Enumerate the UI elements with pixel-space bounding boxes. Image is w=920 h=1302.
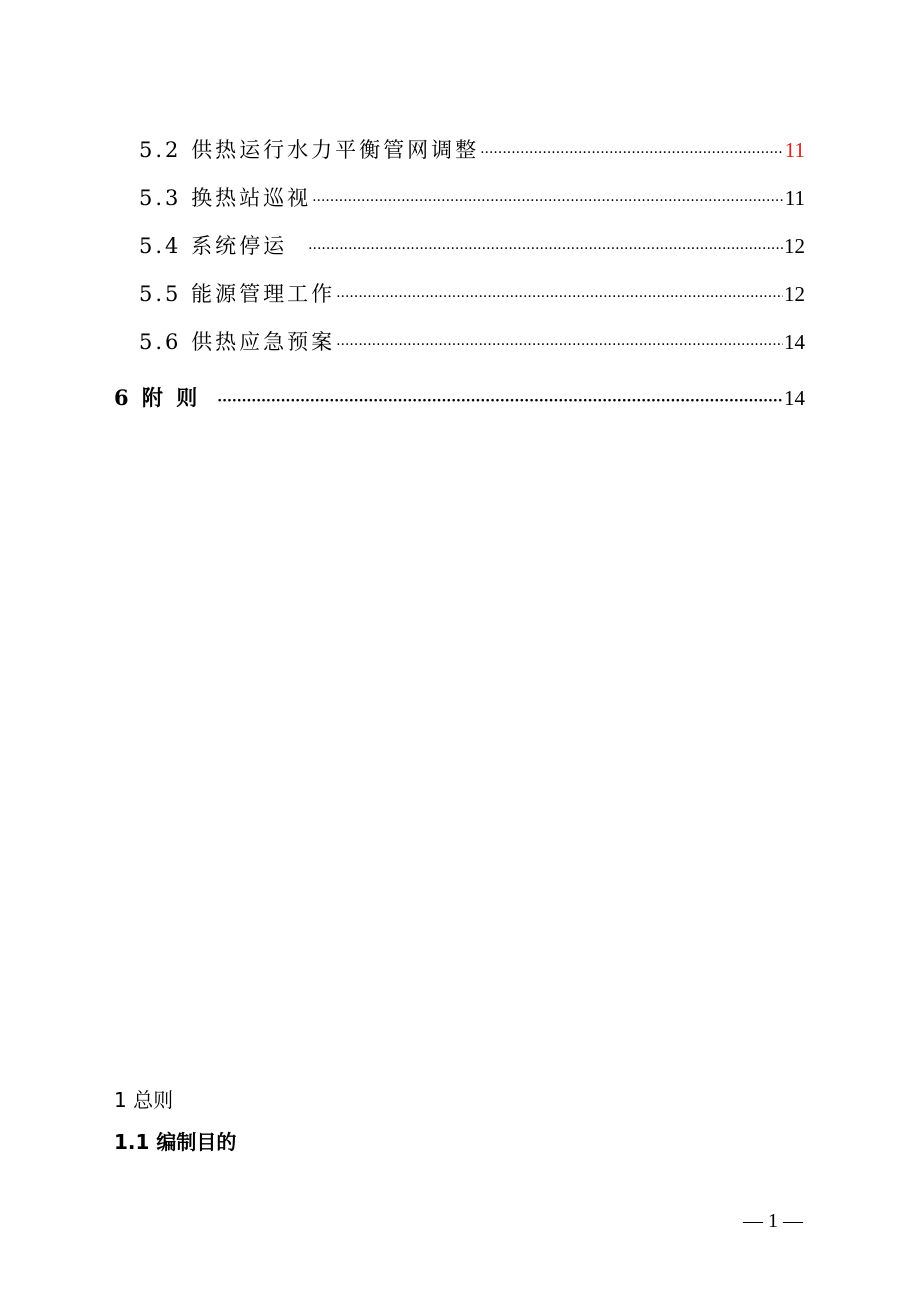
toc-dot-leader: [217, 393, 783, 409]
toc-entry-5-4[interactable]: [139, 230, 805, 260]
toc-entry-5-2[interactable]: [139, 134, 805, 164]
toc-entry-6[interactable]: [114, 382, 805, 412]
toc-entry-page: 11: [784, 186, 805, 210]
section-heading: 1 总则: [114, 1088, 174, 1112]
toc-dot-leader: [308, 241, 783, 257]
page-number: — 1 —: [743, 1210, 803, 1232]
toc-entry-5-6[interactable]: [139, 326, 805, 356]
toc-entry-label: 5.6 供热应急预案: [139, 330, 336, 354]
toc-entry-5-3[interactable]: [139, 182, 805, 212]
toc-entry-page: 12: [784, 234, 805, 258]
toc-entry-label: 6 附 则: [114, 385, 201, 410]
subsection-heading: 1.1 编制目的: [114, 1130, 237, 1154]
toc-entry-label: 5.2 供热运行水力平衡管网调整: [139, 138, 480, 162]
toc-entry-label: 5.3 换热站巡视: [139, 186, 312, 210]
toc-entry-label: 5.4 系统停运: [139, 234, 288, 258]
toc-entry-page: 14: [784, 386, 805, 410]
toc-entry-page: 14: [784, 330, 805, 354]
toc-entry-page: 12: [784, 282, 805, 306]
toc-entry-5-5[interactable]: [139, 278, 805, 308]
toc-dot-leader: [336, 289, 783, 305]
toc-dot-leader: [312, 193, 784, 209]
toc-entry-label: 5.5 能源管理工作: [139, 282, 336, 306]
toc-dot-leader: [480, 145, 784, 161]
toc-entry-page: 11: [784, 138, 805, 162]
toc-dot-leader: [336, 337, 783, 353]
